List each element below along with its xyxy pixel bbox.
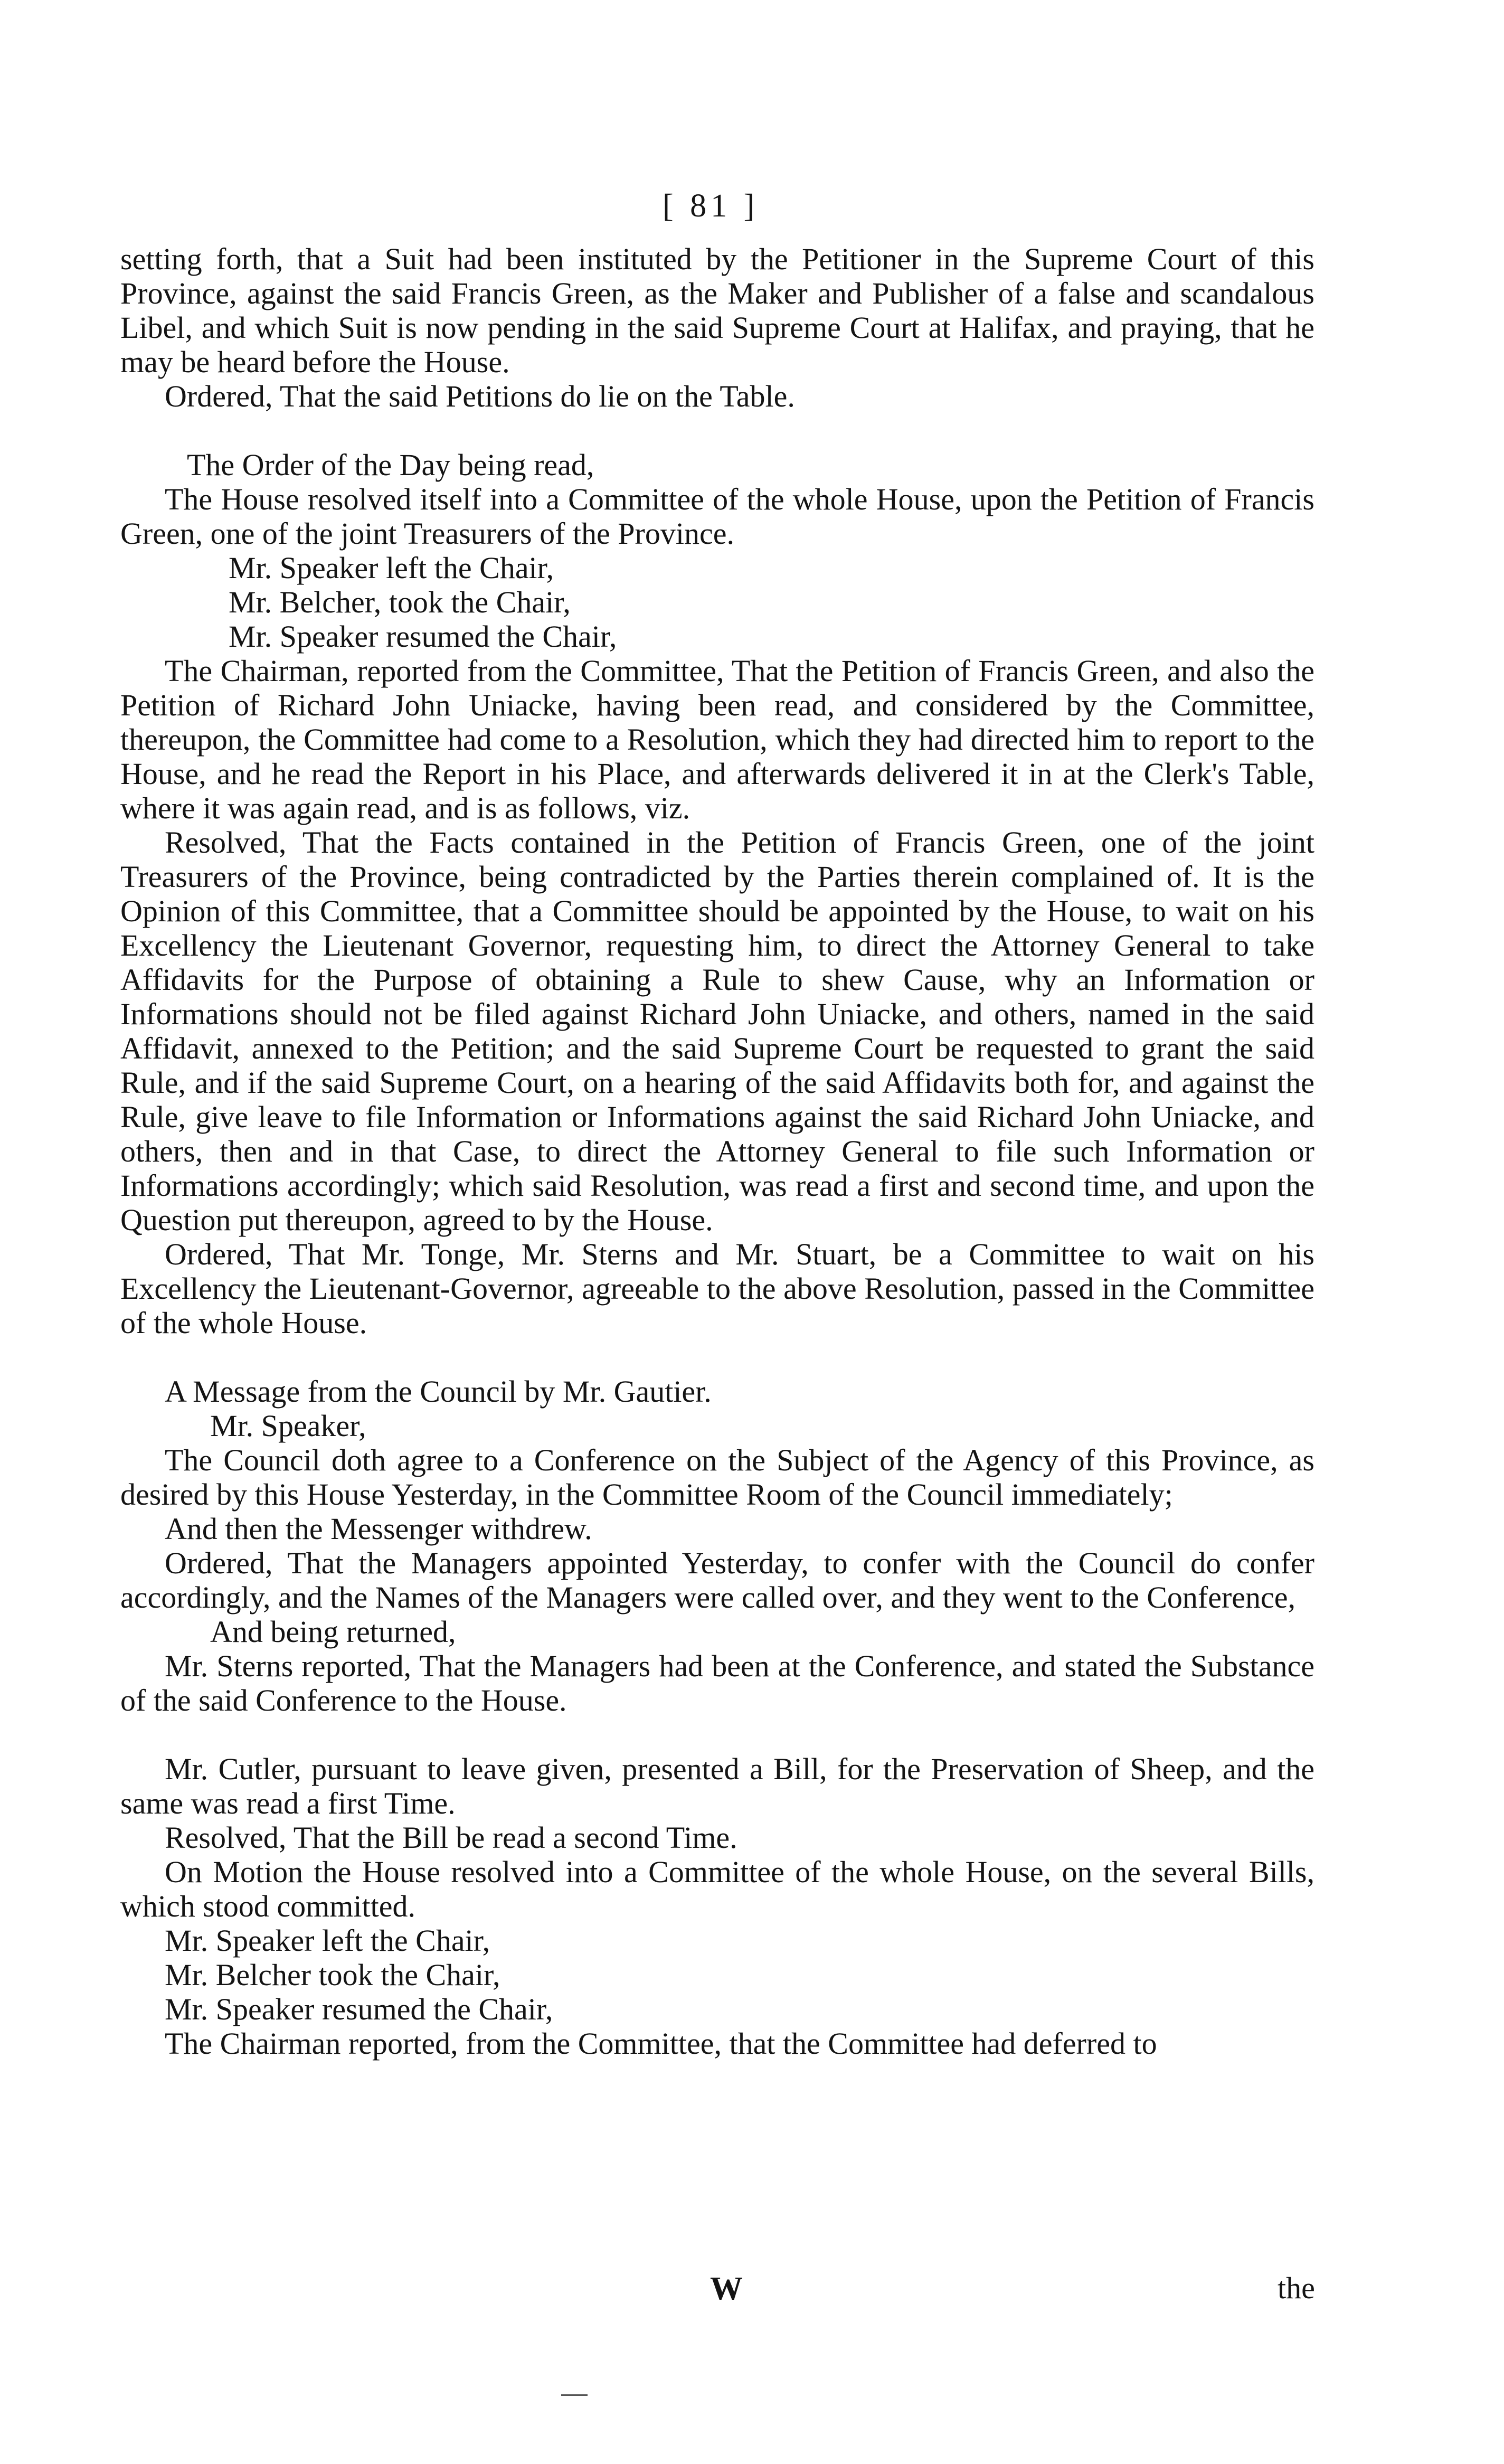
catchword: the [1278, 2271, 1315, 2305]
paragraph: Mr. Speaker left the Chair, [165, 1923, 490, 1958]
paragraph: Mr. Belcher took the Chair, [165, 1958, 500, 1992]
paragraph: Mr. Belcher, took the Chair, [229, 585, 571, 619]
paragraph: And then the Messenger withdrew. [165, 1512, 592, 1546]
paragraph: Resolved, That the Facts contained in the Petition of Francis Green, one of the joint Treasurers of the Province, being contradicted by the Parties therein complained of. It is the Opinion of this Committee, that a Committee should be appointed by the House, to wait on his Excellency the Lieutenant Governor, requesting him, to direct the Attorney General to take Affidavits for the Purpose of obtaining a Rule to shew Cause, why an Information or Informations should not be filed against Richard John Uniacke, and others, named in the said Affidavit, annexed to the Petition; and the said Supreme Court be requested to grant the said Rule, and if the said Supreme Court, on a hearing of the said Affidavits both for, and against the Rule, give leave to file Information or Informations against the said Richard John Uniacke, and others, then and in that Case, to direct the Attorney General to file such Information or Informations accordingly; which said Resolution, was read a first and second time, and upon the Question put thereupon, agreed to by the House. [120, 825, 1314, 1237]
paragraph: Mr. Speaker, [210, 1409, 366, 1443]
signature-mark: W [710, 2271, 743, 2307]
paragraph: Mr. Speaker resumed the Chair, [229, 619, 617, 654]
paragraph: Resolved, That the Bill be read a second Time. [165, 1820, 737, 1855]
paragraph: And being returned, [210, 1615, 456, 1649]
paragraph: Mr. Cutler, pursuant to leave given, presented a Bill, for the Preservation of Sheep, and the same was read a first Time. [120, 1752, 1314, 1820]
journal-text [120, 242, 1314, 2061]
footer-dash [561, 2394, 588, 2396]
paragraph: Ordered, That the said Petitions do lie on the Table. [165, 379, 795, 413]
paragraph: The Chairman reported, from the Committee, that the Committee had deferred to [165, 2026, 1157, 2061]
page-number: [ 81 ] [663, 188, 759, 224]
paragraph: setting forth, that a Suit had been instituted by the Petitioner in the Supreme Court of this Province, against the said Francis Green, as the Maker and Publisher of a false and scandalous Libel, and which Suit is now pending in the said Supreme Court at Halifax, and praying, that he may be heard before the House. [120, 242, 1314, 379]
paragraph: Mr. Sterns reported, That the Managers had been at the Conference, and stated the Substance of the said Conference to the House. [120, 1649, 1314, 1717]
paragraph: The Chairman, reported from the Committee, That the Petition of Francis Green, and also the Petition of Richard John Uniacke, having been read, and considered by the Committee, thereupon, the Committee had come to a Resolution, which they had directed him to report to the House, and he read the Report in his Place, and afterwards delivered it in at the Clerk's Table, where it was again read, and is as follows, viz. [120, 654, 1314, 825]
paragraph: Mr. Speaker resumed the Chair, [165, 1992, 553, 2026]
paragraph: Ordered, That Mr. Tonge, Mr. Sterns and Mr. Stuart, be a Committee to wait on his Excellency the Lieutenant-Governor, agreeable to the above Resolution, passed in the Committee of the whole House. [120, 1237, 1314, 1340]
paragraph: The Council doth agree to a Conference on the Subject of the Agency of this Province, as desired by this House Yesterday, in the Committee Room of the Council immediately; [120, 1443, 1314, 1512]
paragraph: On Motion the House resolved into a Committee of the whole House, on the several Bills, which stood committed. [120, 1855, 1314, 1923]
paragraph: Ordered, That the Managers appointed Yesterday, to confer with the Council do confer accordingly, and the Names of the Managers were called over, and they went to the Conference, [120, 1546, 1314, 1615]
paragraph: The Order of the Day being read, [187, 448, 594, 482]
paragraph: A Message from the Council by Mr. Gautier. [165, 1374, 712, 1409]
paragraph: Mr. Speaker left the Chair, [229, 551, 554, 585]
paragraph: The House resolved itself into a Committee of the whole House, upon the Petition of Francis Green, one of the joint Treasurers of the Province. [120, 482, 1314, 551]
